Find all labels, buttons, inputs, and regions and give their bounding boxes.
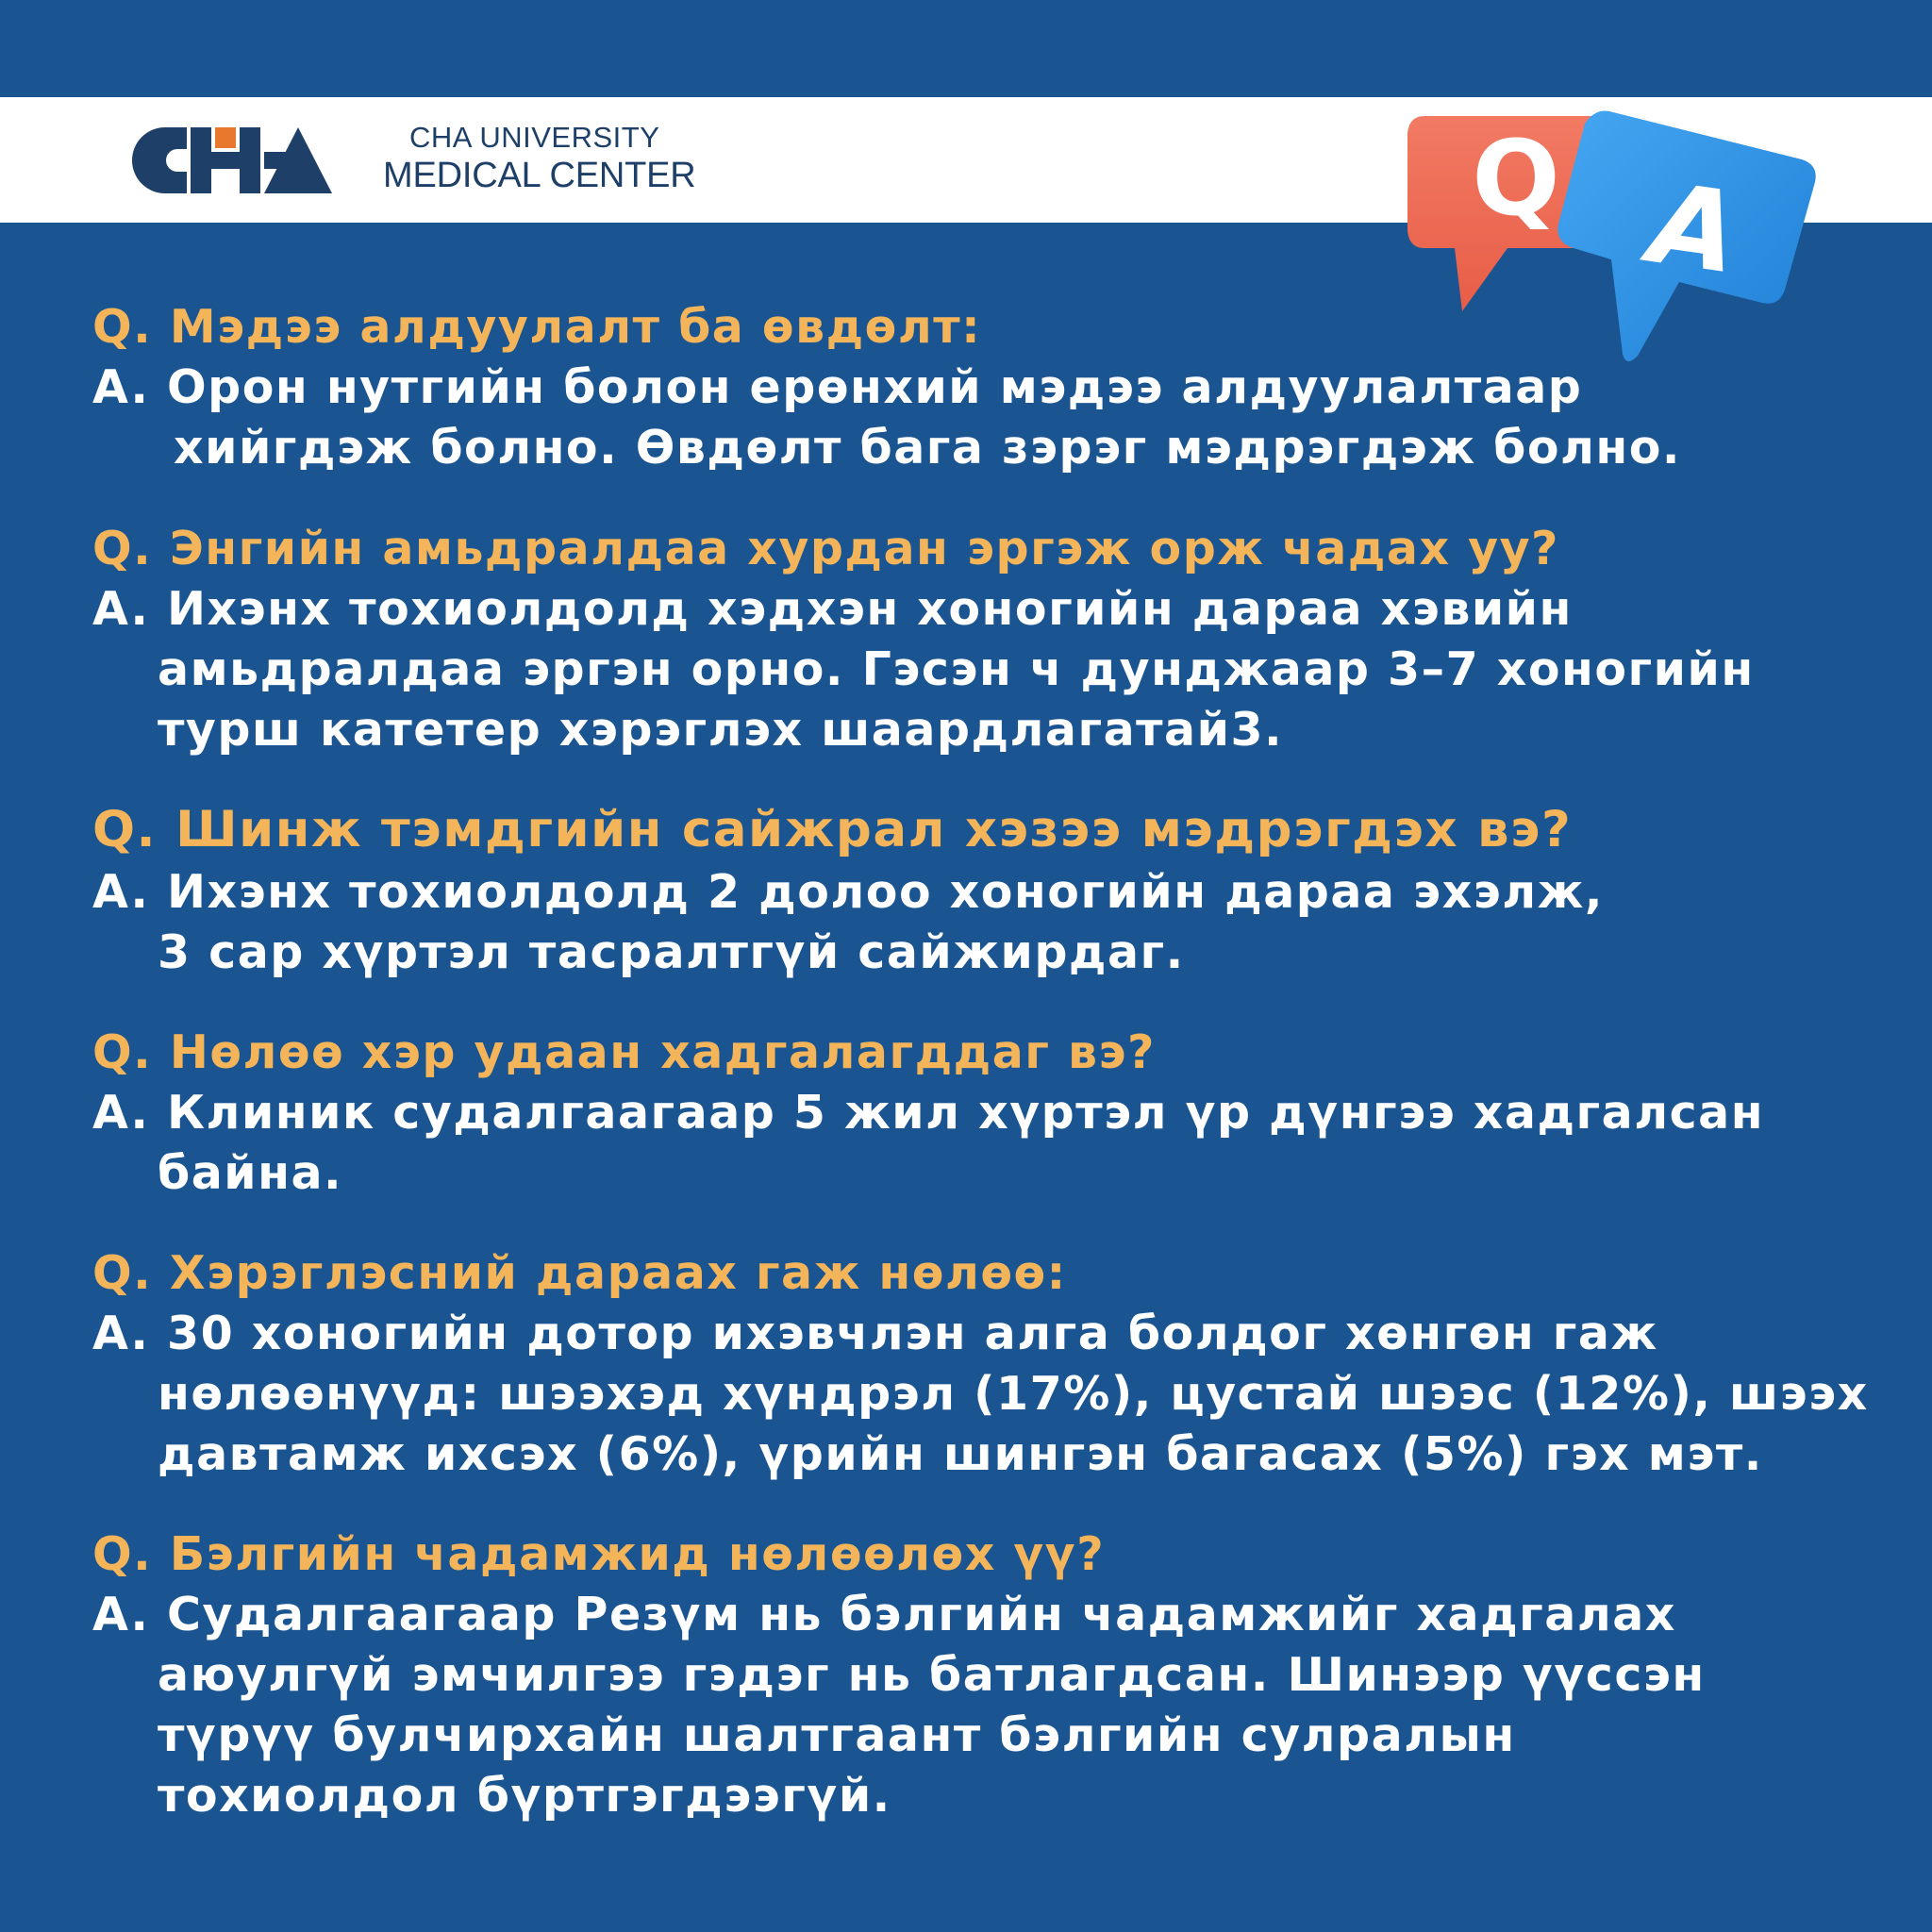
faq-question-3: Q. Шинж тэмдгийн сайжрал хэзээ мэдрэгдэх вэ?	[92, 801, 1573, 858]
faq-answer-4-line-2: байна.	[158, 1146, 343, 1200]
brand-name-line1: CHA UNIVERSITY	[409, 121, 660, 154]
faq-question-2: Q. Энгийн амьдралдаа хурдан эргэж орж чадах уу?	[92, 522, 1559, 575]
faq-answer-5-line-2: нөлөөнүүд: шээхэд хүндрэл (17%), цустай шээс (12%), шээх	[158, 1367, 1869, 1421]
faq-answer-6-line-3: түрүү булчирхайн шалтгаант бэлгийн сулралын	[158, 1708, 1516, 1762]
q-letter: Q	[1472, 118, 1560, 239]
faq-answer-4-line-1: A. Клиник судалгаагаар 5 жил хүртэл үр дүнгээ хадгалсан	[92, 1086, 1765, 1140]
faq-question-4: Q. Нөлөө хэр удаан хадгалагддаг вэ?	[92, 1025, 1156, 1079]
faq-answer-2-line-2: амьдралдаа эргэн орно. Гэсэн ч дунджаар 3–7 хоногийн	[158, 642, 1755, 696]
faq-question-6: Q. Бэлгийн чадамжид нөлөөлөх үү?	[92, 1527, 1106, 1581]
faq-answer-1-line-2: хийгдэж болно. Өвдөлт бага зэрэг мэдрэгдэж болно.	[174, 421, 1682, 475]
faq-answer-1-line-1: A. Орон нутгийн болон ерөнхий мэдээ алдуулалтаар	[92, 360, 1583, 414]
faq-answer-3-line-1: A. Ихэнх тохиолдолд 2 долоо хоногийн дараа эхэлж,	[92, 865, 1604, 919]
faq-answer-5-line-1: A. 30 хоногийн дотор ихэвчлэн алга болдог хөнгөн гаж	[92, 1307, 1658, 1360]
faq-answer-6-line-1: A. Судалгаагаар Резүм нь бэлгийн чадамжийг хадгалах	[92, 1588, 1676, 1641]
faq-answer-2-line-1: A. Ихэнх тохиолдолд хэдхэн хоногийн дараа хэвийн	[92, 582, 1573, 636]
faq-answer-6-line-4: тохиолдол бүртгэгдээгүй.	[158, 1769, 891, 1823]
faq-question-5: Q. Хэрэглэсний дараах гаж нөлөө:	[92, 1246, 1067, 1300]
faq-answer-3-line-2: 3 сар хүртэл тасралтгүй сайжирдаг.	[158, 925, 1185, 979]
faq-question-1: Q. Мэдээ алдуулалт ба өвдөлт:	[92, 300, 982, 354]
faq-answer-6-line-2: аюулгүй эмчилгээ гэдэг нь батлагдсан. Шинээр үүссэн	[158, 1648, 1706, 1702]
faq-answer-2-line-3: турш катетер хэрэглэх шаардлагатай3.	[158, 703, 1284, 757]
a-letter: A	[1642, 158, 1747, 299]
faq-answer-5-line-3: давтамж ихсэх (6%), үрийн шингэн багасах (5%) гэх мэт.	[158, 1427, 1763, 1481]
brand-name-line2: MEDICAL CENTER	[383, 156, 696, 195]
